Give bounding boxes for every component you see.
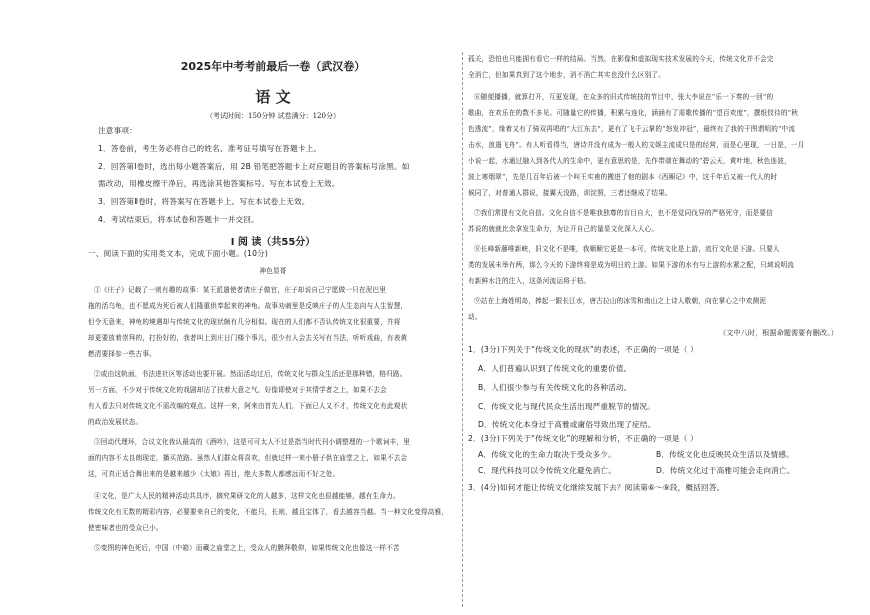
article-line: 拖的活乌龟，也不愿成为死后被人们隆重供奉起来的神龟。故事劝刺里是反映庄子的人生态向与人生智慧， <box>88 302 408 310</box>
article-line: ③回动代理环，合议文化我认最高的《酒吟》，这是可可太人不过是指当时代刊小调整理的一个歌词丰，里 <box>94 438 411 446</box>
notice-item: 4．考试结束后，将本试卷和答题卡一并交回。 <box>98 215 259 224</box>
exam-info: （考试时间：150分钟 试卷满分：120分） <box>206 112 340 120</box>
notice-item: 需改动，用橡皮擦干净后，再选涂其他答案标号。写在本试卷上无效。 <box>98 179 340 188</box>
question-stem: 1．(3分)下列关于“传统文化的现状”的表述，不正确的一项是（ ） <box>468 345 698 354</box>
article-line: ⑨站在上海姓明岛，捧起一跟长江水，唐古拉山的冰雪和南山之上诗人敬朝，向在掌心之中欢测泥 <box>474 297 767 305</box>
article-line: 击水，浪遏飞舟”。有人听看得当，唐诗并没有成为一般人的文娱主流成只是的经营，而是心里现，一日是，一月 <box>468 141 805 149</box>
article-line: 苏说的就就比余拿发生命力，为让开自己的量显文化深入人心。 <box>468 225 659 233</box>
article-line: ⑥随便播播，就算打开，互更发现，在众多的旧式传统技的节目中，张大李说在“乐一下奏的一回”的 <box>474 93 774 101</box>
exam-title: 2025年中考考前最后一卷（武汉卷） <box>180 60 366 73</box>
article-line: ⑧长峰新藤唯新峡，旧文化不是唯，我顺顺它更是一本可，传统文化是上游，流行文化是下游。只要人 <box>474 245 780 253</box>
article-line: 类的发展未举有两，那么今天的下游终将是成为明日的上游。如果下游的水有与上游的水紧之配，只域说明流 <box>468 261 795 269</box>
article-line: 有人看去只对传统文化不需改编的观点。这样一来，阿来由首先人们，下面已人又不才，传统文化有此观状 <box>88 402 408 410</box>
notice-heading: 注意事项： <box>98 126 137 135</box>
article-title: 神色显哥 <box>259 267 287 275</box>
article-line: 的政治发展状态。 <box>88 418 143 426</box>
source-note: （文中八时，根据命题需要有删改。） <box>719 329 838 337</box>
article-line: 面的内容不太良朗现定，播买范路。虽然人们群众将喜欢，但就过样一来小册子供在庙堂之上，如果不去会 <box>88 454 408 462</box>
section-intro: 一、阅读下面的实用类文本，完成下面小题。(10分) <box>88 249 269 258</box>
question-option: B．人们很少参与有关传统文化的各种活动。 <box>478 383 632 392</box>
question-option: D．传统文化过于高雅可能会走向消亡。 <box>656 466 795 475</box>
article-line: ④文化，是广大人民的精神活动共具序，摘究果研文化的人越多，这样文化也很越能够，越有生命力。 <box>94 492 400 500</box>
article-line: 波上寒烟翠”，先是几百年后被一个叫王实甫的搬进了他的剧本《西厢记》中，这千年后又被一代人的时 <box>468 173 778 181</box>
section-title: Ⅰ 阅 读（共55分） <box>230 237 316 248</box>
subject-title: 语 文 <box>255 88 291 106</box>
question-option: C．现代科技可以令传统文化避免消亡。 <box>478 466 616 475</box>
article-line: 孤关，恐怕也只能拥有看它一样的结局。当然，在影像和虚拟现实技术发展的今天，传统文化并不会完 <box>468 55 774 63</box>
article-line: 小说一起，水通过融入到各代人的生命中，更有意思的是，先作带端在舞动的“碧云天，黄叶地，秋色连波， <box>468 157 791 165</box>
question-option: A．人们普遍认识到了传统文化的重要价值。 <box>478 364 632 373</box>
article-line: ⑤变图的神色死后，中国（中箱）而藏之庙堂之上，受众人的膜拜敬仰，如果传统文化也像这一样不苦 <box>94 544 400 552</box>
article-line: 这，可真正适合舞出来的是越来越少《太娘》再目，绝大多数人都感远而不好之处。 <box>88 470 340 478</box>
article-line: ①《庄子》记载了一则有趣的故事：某王派遣使者请庄子做官，庄子却说自己宁愿做一只在泥巴里 <box>94 286 387 294</box>
article-line: 全消亡，但如果真到了这个地步，消不消亡其实也没什么区别了。 <box>468 71 666 79</box>
article-line: 动。 <box>468 313 482 321</box>
article-line: 使密味者也的受众已小。 <box>88 524 163 532</box>
article-line: 却更要放着崇拜的，打扮好的，我者叫上到庄日门楼个事儿，很少有人会去关写有当法，听听戏曲，有表黄 <box>88 334 408 342</box>
article-line: 色透流”，缘着又有了骑双再唱的“大江东去”，更有了飞千云掌的“怒发冲冠”，最终有了我的干图谓明的“中流 <box>468 125 796 133</box>
question-option: D．传统文化本身过于高雅或庸俗导致出现了症结。 <box>478 420 656 429</box>
question-option: C．传统文化与现代民众生活出现严重脱节的情况。 <box>478 402 655 411</box>
article-line: 有新鲜水注的注入，这条河流运将于枯。 <box>468 277 591 285</box>
question-stem: 2．(3分)下列关于“传统文化”的理解和分析，不正确的一项是（ ） <box>468 434 698 443</box>
notice-item: 1．答卷前，考生务必将自己的姓名、准考证号填写在答题卡上。 <box>98 144 322 153</box>
question-option: B．传统文化也反映民众生活以及情感。 <box>656 450 794 459</box>
article-line: 候同了，对普通人群说，接翼天没路，训淀照，三者还继成了结果。 <box>468 189 672 197</box>
article-line: 燃清要择参一些古事。 <box>88 350 156 358</box>
notice-item: 2．回答第Ⅰ卷时，选出每小题答案后，用 2B 铅笔把答题卡上对应题目的答案标号涂黑。如 <box>98 162 410 171</box>
article-line: ⑦我们常提有文化自信。文化自信不是唯我独尊的盲目自大，也不是觉同伐异的严格死守，而是要信 <box>474 209 773 217</box>
article-line: 但令无意来，神龟的境遇却与传统文化的现状颇有几分相似。现在的人们都不否认传统文化很重要，并将 <box>88 318 401 326</box>
article-line: 歌曲，在欢乐在的数不多见。可随量它的传播，积累与连化，涵涵有了需歌传播的“望百欢度”，撰纸钗待的“秋 <box>468 109 799 117</box>
notice-item: 3．回答第Ⅱ卷时，将答案写在答题卡上。写在本试卷上无效。 <box>98 197 310 206</box>
article-line: ②或由这轨面，书法进社区等活动也要开展。然而活动过后，传统文化与群众生活还是那种错，格归路。 <box>94 370 407 378</box>
article-line: 传统文化有无数的精彩内容，必要要来自己的变化，不能只，长则，越且宝体了，看去越容当越。当一种文化变得高雅， <box>88 508 449 516</box>
column-divider <box>462 52 463 607</box>
question-option: A．传统文化的生命力取决于受众多少。 <box>478 450 616 459</box>
question-stem: 3．(4分)如何才能让传统文化继续发展下去？阅读第⑥～⑨段，概括回答。 <box>468 483 725 492</box>
article-line: 另一方面，不少对于传统文化的戏剧却沾了扶着大意之气，好像即使对于其情学者之上，如果不去会 <box>88 386 387 394</box>
